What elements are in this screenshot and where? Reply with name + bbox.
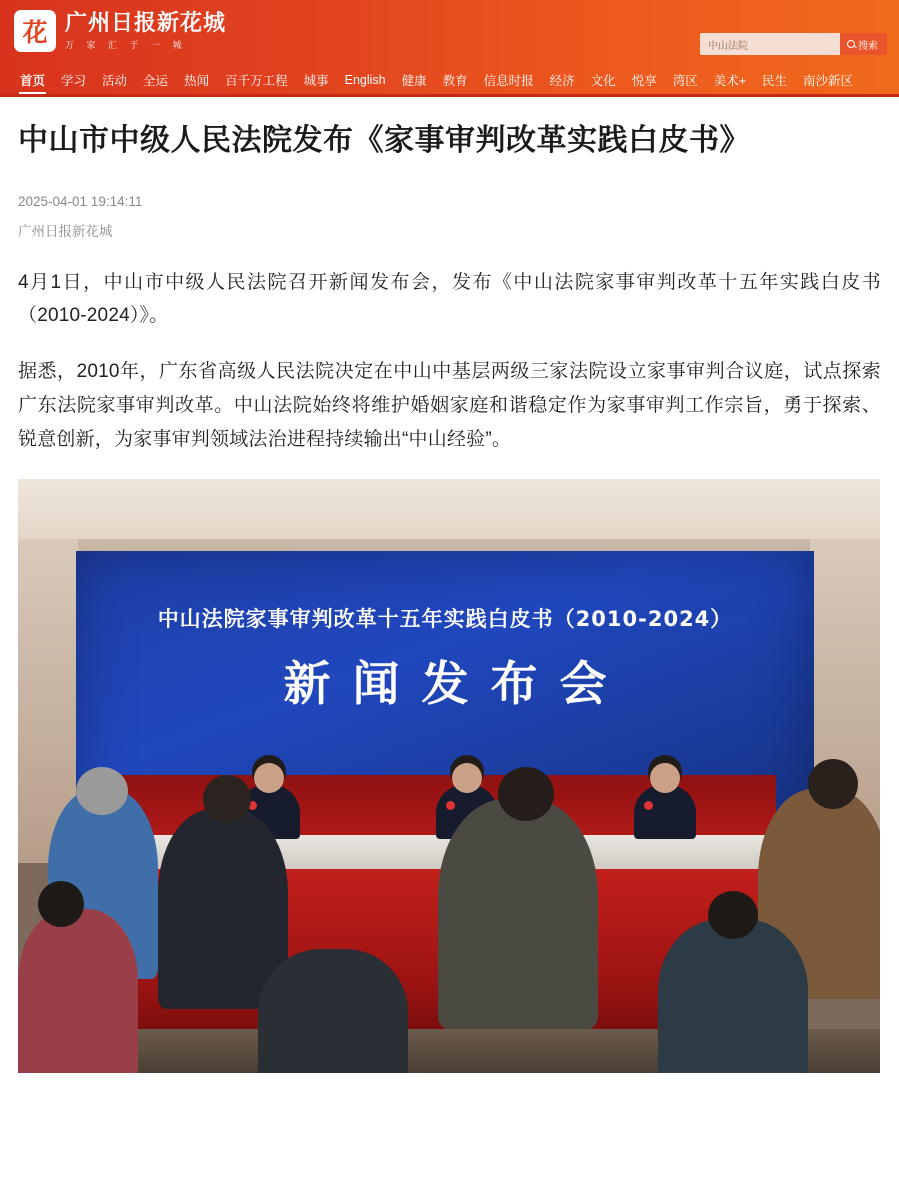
nav-item-nansha[interactable]: 南沙新区 <box>803 73 854 88</box>
flower-logo-icon <box>14 10 56 52</box>
photo-audience <box>658 919 808 1073</box>
search-icon <box>847 40 855 48</box>
photo-speaker-head <box>254 763 284 793</box>
photo-audience-head <box>76 767 128 815</box>
search-button-label: 搜索 <box>858 40 878 52</box>
photo-audience-head <box>708 891 758 939</box>
site-brand[interactable] <box>14 10 226 52</box>
nav-item-infotimes[interactable]: 信息时报 <box>483 73 534 88</box>
nav-item-project[interactable]: 百千万工程 <box>225 73 288 88</box>
nav-item-economy[interactable]: 经济 <box>549 73 575 88</box>
photo-wall-top <box>18 479 880 539</box>
search-button[interactable] <box>840 33 887 55</box>
search-input[interactable] <box>700 33 840 55</box>
logo-glyph: 花 <box>22 18 48 47</box>
nav-item-cityaffairs[interactable]: 城事 <box>303 73 329 88</box>
nav-item-art[interactable]: 美术+ <box>713 73 747 88</box>
nav-item-study[interactable]: 学习 <box>61 73 87 88</box>
photo-audience-head <box>38 881 84 927</box>
photo-speaker-badge <box>644 801 653 810</box>
photo-audience <box>438 799 598 1029</box>
nav-item-bayarea[interactable]: 湾区 <box>672 73 698 88</box>
site-header <box>0 0 899 65</box>
photo-audience <box>18 909 138 1073</box>
photo-screen-line-1: 中山法院家事审判改革十五年实践白皮书（2010-2024） <box>157 606 733 631</box>
article-paragraph: 据悉，2010年，广东省高级人民法院决定在中山中基层两级三家法院设立家事审判合议庭，试点探索广东法院家事审判改革。中山法院始终将维护婚姻家庭和谐稳定作为家事审判工作宗旨，勇于探索、锐意创新，为家事审判领域法治进程持续输出“中山经验”。 <box>18 361 881 450</box>
photo-speaker-head <box>650 763 680 793</box>
page-title: 中山市中级人民法院发布《家事审判改革实践白皮书》 <box>18 124 750 157</box>
main-navigation <box>0 65 899 97</box>
nav-item-games[interactable]: 全运 <box>143 73 169 88</box>
nav-item-culture[interactable]: 文化 <box>590 73 616 88</box>
article-body <box>0 97 899 1073</box>
nav-item-education[interactable]: 教育 <box>442 73 468 88</box>
nav-item-home[interactable]: 首页 <box>12 65 53 94</box>
photo-audience-head <box>498 767 554 821</box>
photo-audience-head <box>808 759 858 809</box>
nav-item-english[interactable]: English <box>344 72 386 87</box>
search-box[interactable] <box>700 33 887 55</box>
nav-item-health[interactable]: 健康 <box>401 73 427 88</box>
nav-item-livelihood[interactable]: 民生 <box>762 73 788 88</box>
brand-text <box>65 11 226 51</box>
nav-item-enjoy[interactable]: 悦享 <box>631 73 657 88</box>
publish-source: 广州日报新花城 <box>18 223 113 239</box>
brand-title: 广州日报新花城 <box>65 9 227 35</box>
brand-subtitle: 万 家 汇 于 一 城 <box>65 40 187 51</box>
photo-speaker-badge <box>446 801 455 810</box>
nav-item-hotnews[interactable]: 热闻 <box>184 73 210 88</box>
publish-time: 2025-04-01 19:14:11 <box>18 193 143 209</box>
article-paragraph: 4月1日，中山市中级人民法院召开新闻发布会，发布《中山法院家事审判改革十五年实践白皮书（2010-2024）》。 <box>18 271 881 327</box>
photo-screen-line-2: 新闻发布会 <box>283 656 629 712</box>
photo-speaker-head <box>452 763 482 793</box>
photo-audience <box>258 949 408 1073</box>
nav-item-activity[interactable]: 活动 <box>102 73 128 88</box>
photo-audience-head <box>203 775 251 823</box>
press-conference-photo <box>18 479 880 1073</box>
photo-speaker <box>634 785 696 839</box>
